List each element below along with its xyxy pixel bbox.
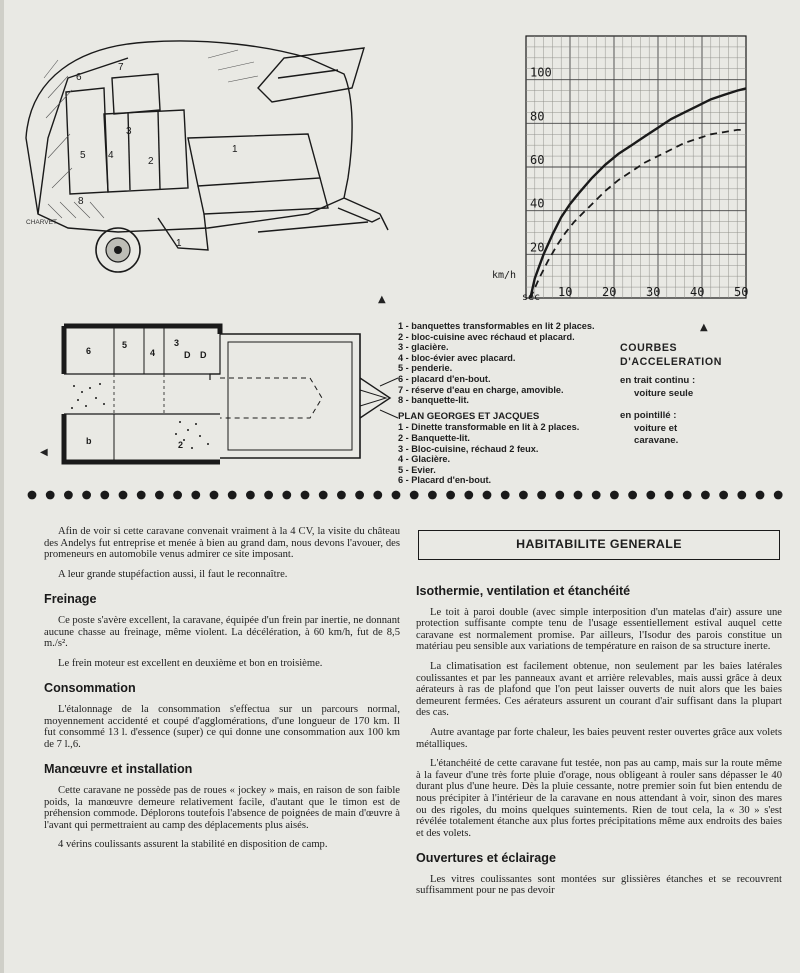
caption-dashed-desc: caravane. <box>634 435 679 446</box>
acceleration-caption <box>620 341 722 448</box>
separator-dot <box>774 491 783 500</box>
separator-dot <box>319 491 328 500</box>
plan-label: 2 <box>178 440 184 450</box>
floor-plan-legend <box>398 321 595 486</box>
pointer-up-icon: ▲ <box>700 322 708 333</box>
separator-dot <box>301 491 310 500</box>
separator-dot <box>628 491 637 500</box>
y-tick-label: 80 <box>530 109 545 124</box>
x-tick-label: 40 <box>690 285 705 299</box>
sketch-label: 5 <box>80 150 86 161</box>
caption-title: COURBES <box>620 342 678 354</box>
plan-label: 3 <box>174 338 180 348</box>
separator-dot <box>191 491 200 500</box>
sketch-label: 7 <box>118 62 124 73</box>
plan-label: b <box>86 436 92 446</box>
sketch-label: 2 <box>148 156 154 167</box>
separator-dot <box>737 491 746 500</box>
paragraph: 4 vérins coulissants assurent la stabilité en disposition de camp. <box>58 839 328 851</box>
sketch-label: 1 <box>176 238 182 249</box>
plan-label: D <box>200 350 207 360</box>
heading-ouvertures: Ouvertures et éclairage <box>416 851 557 866</box>
illustrator-signature: CHARVET <box>26 219 57 226</box>
separator-dot <box>392 491 401 500</box>
y-tick-label: 100 <box>530 65 552 80</box>
separator-dot <box>137 491 146 500</box>
x-tick-label: 10 <box>558 285 573 299</box>
x-tick-label: 30 <box>646 285 661 299</box>
separator-dot <box>100 491 109 500</box>
caption-solid-desc: voiture seule <box>634 387 694 399</box>
paragraph: Cette caravane ne possède pas de roues « jockey » mais, en raison de son faible poids, la manœuvre demeure relativement facile, d'autant que le timon est de préhension commode. Déplorons toutefois l'absence de poignées de main d'œuvre à l'avant qui permettraient au camp des déplacements plus aisés. <box>44 784 400 831</box>
caption-title: D'ACCELERATION <box>620 356 722 368</box>
separator-dot <box>64 491 73 500</box>
pointer-left-icon: ◀ <box>40 447 48 458</box>
sketch-label: 1 <box>232 144 238 155</box>
separator-dot <box>464 491 473 500</box>
legend-item: 4 - Glacière. <box>398 454 451 465</box>
sketch-label: 6 <box>76 72 82 83</box>
paragraph: Autre avantage par forte chaleur, les baies peuvent rester ouvertes grâce aux volets métalliques. <box>416 726 782 750</box>
legend-item: 7 - réserve d'eau en charge, amovible. <box>398 384 564 395</box>
legend-item: 5 - Evier. <box>398 464 436 475</box>
separator-dot <box>483 491 492 500</box>
separator-dot <box>555 491 564 500</box>
legend-item: 1 - banquettes transformables en lit 2 places. <box>398 321 595 331</box>
separator-dot <box>373 491 382 500</box>
series-line-solid <box>530 88 749 299</box>
legend-alt-title: PLAN GEORGES ET JACQUES <box>398 410 540 422</box>
caption-solid: en trait continu : <box>620 375 696 386</box>
paragraph: Le frein moteur est excellent en deuxième et bon en troisième. <box>58 657 323 669</box>
floor-plan-diagram <box>60 318 400 470</box>
separator-dot <box>46 491 55 500</box>
heading-isothermie: Isothermie, ventilation et étanchéité <box>416 584 631 598</box>
separator-dot <box>537 491 546 500</box>
separator-dot <box>82 491 91 500</box>
separator-dot <box>337 491 346 500</box>
heading-freinage: Freinage <box>44 592 97 607</box>
legend-item: 2 - bloc-cuisine avec réchaud et placard. <box>398 331 575 342</box>
separator-dot <box>610 491 619 500</box>
plan-label: 6 <box>86 346 92 356</box>
paragraph: Afin de voir si cette caravane convenait vraiment à la 4 CV, la visite du château des Andelys fut entreprise et menée à bien au grand dam, nous devons l'avouer, des promeneurs en automobile venus admirer ce site imposant. <box>44 526 400 561</box>
legend-item: 6 - Placard d'en-bout. <box>398 475 492 486</box>
separator-dot <box>410 491 419 500</box>
separator-dot <box>701 491 710 500</box>
separator-dot <box>173 491 182 500</box>
separator-dot <box>355 491 364 500</box>
separator-dot <box>210 491 219 500</box>
legend-item: 3 - glacière. <box>398 342 449 353</box>
paragraph: L'étanchéité de cette caravane fut testée, non pas au camp, mais sur la route même à la faveur d'une très forte pluie d'orage, nous obligeant à rouler sans dépasser le 40 durant plus d'une heure. Dès la pluie cessante, notre premier soin fut bien entendu de nous précipiter à l'intérieur de la caravane en nous attendant à voir, sinon des mares ou des rigoles, du moins quelques suintements. Rien de tout cela, la « 30 » s'est révélée totalement étanche aux plus fortes précipitations même aux endroits des baies et des volets. <box>416 758 782 839</box>
separator-dot <box>446 491 455 500</box>
separator-dot <box>282 491 291 500</box>
y-tick-label: 20 <box>530 240 545 255</box>
plan-label: D <box>184 350 191 360</box>
separator-dot <box>264 491 273 500</box>
separator-dot <box>228 491 237 500</box>
legend-item: 8 - banquette-lit. <box>398 395 469 406</box>
separator-dot <box>683 491 692 500</box>
y-tick-label: 60 <box>530 153 545 167</box>
caravan-cutaway-illustration <box>8 18 400 290</box>
paragraph: Ce poste s'avère excellent, la caravane, équipée d'un frein par inertie, ne donnant aucune chasse au freinage, même violent. La décélération, à 60 km/h, fut de 8,5 m./s². <box>44 614 400 650</box>
pointer-up-icon: ▲ <box>378 294 386 305</box>
sketch-label: 8 <box>78 196 84 207</box>
legend-item: 4 - bloc-évier avec placard. <box>398 352 516 363</box>
heading-consommation: Consommation <box>44 681 136 696</box>
x-tick-label: 20 <box>602 285 617 299</box>
separator-dot <box>719 491 728 500</box>
separator-dot <box>574 491 583 500</box>
y-tick-label: 40 <box>530 196 545 211</box>
heading-manoeuvre: Manœuvre et installation <box>44 762 193 777</box>
separator-dot <box>28 491 37 500</box>
paragraph: L'étalonnage de la consommation s'effectua sur un parcours normal, moyennement accidenté et coupé d'agglomérations, d'une longueur de 170 km. Il fut consommé 13 l. d'essence (super) ce qui donne une consommation aux 100 km de 7 l.,6. <box>44 703 400 750</box>
separator-dot <box>756 491 765 500</box>
sketch-label: 4 <box>108 150 114 161</box>
acceleration-chart <box>488 28 768 308</box>
paragraph: Le toit à paroi double (avec simple interposition d'un matelas d'air) assure une protection suffisante compte tenu de l'usage essentiellement estival auquel cette caravane est normalement promise. Par ailleurs, l'Isodur des parois constitue un matériau peu sensible aux variations de température en raison de sa structure inerte. <box>416 606 782 653</box>
separator-dot <box>646 491 655 500</box>
paragraph: La climatisation est facilement obtenue, non seulement par les baies latérales coulissantes et par les panneaux avant et arrière relevables, mais aussi grâce à deux aérateurs à ras de plafond que l'on peut laisser ouverts de nuit alors que les baies demeurent fermées. Ces aérateurs assurent un courant d'air suffisant dans la plupart des cas. <box>416 660 782 719</box>
separator-dot <box>155 491 164 500</box>
x-tick-label: sec <box>522 292 541 303</box>
separator-dot <box>246 491 255 500</box>
caption-dashed-desc: voiture et <box>634 422 678 434</box>
legend-item: 3 - Bloc-cuisine, réchaud 2 feux. <box>398 443 539 454</box>
section-title-habitabilite: HABITABILITE GENERALE <box>418 530 780 560</box>
separator-dot <box>519 491 528 500</box>
section-separator <box>24 488 784 502</box>
separator-dot <box>119 491 128 500</box>
page-edge-shadow <box>0 0 4 973</box>
plan-label: 4 <box>150 348 156 358</box>
x-tick-label: 50 <box>734 285 749 299</box>
legend-item: 6 - placard d'en-bout. <box>398 373 491 384</box>
separator-dot <box>665 491 674 500</box>
legend-item: 2 - Banquette-lit. <box>398 432 470 443</box>
separator-dot <box>592 491 601 500</box>
legend-item: 1 - Dinette transformable en lit à 2 places. <box>398 422 580 433</box>
legend-item: 5 - penderie. <box>398 363 453 374</box>
separator-dot <box>501 491 510 500</box>
paragraph: A leur grande stupéfaction aussi, il faut le reconnaître. <box>58 568 288 580</box>
sketch-label: 3 <box>126 126 132 137</box>
separator-dot <box>428 491 437 500</box>
right-column <box>416 586 782 905</box>
paragraph: Les vitres coulissantes sont montées sur glissières étanches et se recouvrent suffisamment pour ne pas devoir <box>416 873 782 897</box>
left-column <box>44 526 400 859</box>
y-axis-unit: km/h <box>492 270 517 281</box>
caption-dashed: en pointillé : <box>620 410 677 421</box>
plan-label: 5 <box>122 340 128 350</box>
